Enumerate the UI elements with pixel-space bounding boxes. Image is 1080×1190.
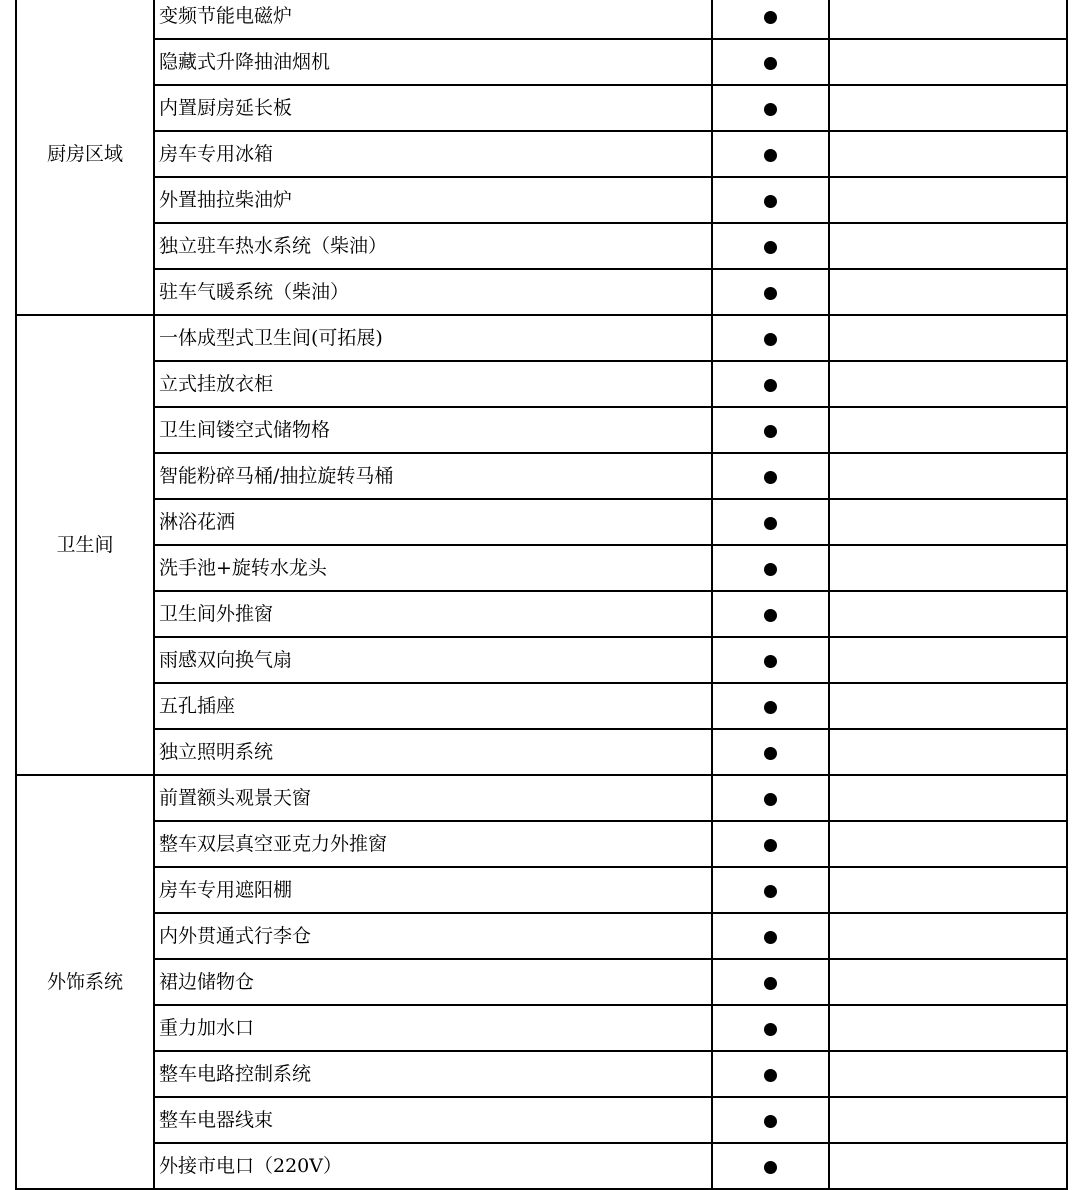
item-name-cell: 整车电路控制系统 (154, 1051, 712, 1097)
table-row (16, 1005, 1067, 1051)
standard-mark-cell (712, 867, 829, 913)
filled-dot-icon (764, 57, 777, 70)
table-row (16, 775, 1067, 821)
table-row (16, 591, 1067, 637)
table-row (16, 0, 1067, 39)
filled-dot-icon (764, 1161, 777, 1174)
standard-mark-cell (712, 959, 829, 1005)
table-row (16, 177, 1067, 223)
item-name-cell: 立式挂放衣柜 (154, 361, 712, 407)
note-cell (829, 1143, 1067, 1189)
standard-mark-cell (712, 1005, 829, 1051)
item-name-cell: 一体成型式卫生间(可拓展) (154, 315, 712, 361)
note-cell (829, 499, 1067, 545)
category-cell: 外饰系统 (16, 775, 154, 1189)
item-name-cell: 裙边储物仓 (154, 959, 712, 1005)
filled-dot-icon (764, 103, 777, 116)
table-row (16, 361, 1067, 407)
category-cell: 厨房区域 (16, 0, 154, 315)
standard-mark-cell (712, 499, 829, 545)
standard-mark-cell (712, 131, 829, 177)
item-name-cell: 变频节能电磁炉 (154, 0, 712, 39)
note-cell (829, 269, 1067, 315)
note-cell (829, 361, 1067, 407)
standard-mark-cell (712, 0, 829, 39)
standard-mark-cell (712, 545, 829, 591)
note-cell (829, 683, 1067, 729)
filled-dot-icon (764, 977, 777, 990)
standard-mark-cell (712, 637, 829, 683)
item-name-cell: 内置厨房延长板 (154, 85, 712, 131)
item-name-cell: 雨感双向换气扇 (154, 637, 712, 683)
note-cell (829, 591, 1067, 637)
filled-dot-icon (764, 1023, 777, 1036)
note-cell (829, 177, 1067, 223)
filled-dot-icon (764, 195, 777, 208)
filled-dot-icon (764, 11, 777, 24)
standard-mark-cell (712, 913, 829, 959)
table-row (16, 131, 1067, 177)
standard-mark-cell (712, 315, 829, 361)
note-cell (829, 959, 1067, 1005)
table-row (16, 913, 1067, 959)
table-row (16, 729, 1067, 775)
note-cell (829, 821, 1067, 867)
standard-mark-cell (712, 269, 829, 315)
table-row (16, 315, 1067, 361)
standard-mark-cell (712, 591, 829, 637)
item-name-cell: 重力加水口 (154, 1005, 712, 1051)
filled-dot-icon (764, 287, 777, 300)
standard-mark-cell (712, 177, 829, 223)
item-name-cell: 智能粉碎马桶/抽拉旋转马桶 (154, 453, 712, 499)
note-cell (829, 39, 1067, 85)
item-name-cell: 前置额头观景天窗 (154, 775, 712, 821)
item-name-cell: 独立照明系统 (154, 729, 712, 775)
table-row (16, 453, 1067, 499)
note-cell (829, 729, 1067, 775)
filled-dot-icon (764, 471, 777, 484)
spec-table (15, 0, 1068, 1190)
item-name-cell: 房车专用冰箱 (154, 131, 712, 177)
table-row (16, 545, 1067, 591)
table-row (16, 683, 1067, 729)
table-row (16, 223, 1067, 269)
category-cell: 卫生间 (16, 315, 154, 775)
filled-dot-icon (764, 609, 777, 622)
filled-dot-icon (764, 517, 777, 530)
item-name-cell: 外接市电口（220V） (154, 1143, 712, 1189)
standard-mark-cell (712, 407, 829, 453)
filled-dot-icon (764, 931, 777, 944)
item-name-cell: 内外贯通式行李仓 (154, 913, 712, 959)
table-row (16, 1051, 1067, 1097)
item-name-cell: 外置抽拉柴油炉 (154, 177, 712, 223)
filled-dot-icon (764, 839, 777, 852)
table-row (16, 867, 1067, 913)
item-name-cell: 卫生间镂空式储物格 (154, 407, 712, 453)
filled-dot-icon (764, 1069, 777, 1082)
table-row (16, 39, 1067, 85)
item-name-cell: 洗手池+旋转水龙头 (154, 545, 712, 591)
filled-dot-icon (764, 793, 777, 806)
filled-dot-icon (764, 701, 777, 714)
note-cell (829, 775, 1067, 821)
filled-dot-icon (764, 149, 777, 162)
item-name-cell: 驻车气暖系统（柴油） (154, 269, 712, 315)
standard-mark-cell (712, 85, 829, 131)
standard-mark-cell (712, 1051, 829, 1097)
standard-mark-cell (712, 821, 829, 867)
item-name-cell: 五孔插座 (154, 683, 712, 729)
table-row (16, 1097, 1067, 1143)
note-cell (829, 1005, 1067, 1051)
standard-mark-cell (712, 223, 829, 269)
filled-dot-icon (764, 563, 777, 576)
note-cell (829, 867, 1067, 913)
item-name-cell: 淋浴花洒 (154, 499, 712, 545)
filled-dot-icon (764, 333, 777, 346)
note-cell (829, 223, 1067, 269)
standard-mark-cell (712, 729, 829, 775)
standard-mark-cell (712, 361, 829, 407)
note-cell (829, 0, 1067, 39)
note-cell (829, 453, 1067, 499)
standard-mark-cell (712, 1143, 829, 1189)
note-cell (829, 1097, 1067, 1143)
table-row (16, 959, 1067, 1005)
table-row (16, 821, 1067, 867)
table-row (16, 1143, 1067, 1189)
table-row (16, 637, 1067, 683)
table-row (16, 407, 1067, 453)
standard-mark-cell (712, 453, 829, 499)
item-name-cell: 卫生间外推窗 (154, 591, 712, 637)
note-cell (829, 131, 1067, 177)
standard-mark-cell (712, 683, 829, 729)
standard-mark-cell (712, 1097, 829, 1143)
spec-table-body (16, 0, 1067, 1189)
standard-mark-cell (712, 775, 829, 821)
filled-dot-icon (764, 379, 777, 392)
note-cell (829, 913, 1067, 959)
item-name-cell: 整车双层真空亚克力外推窗 (154, 821, 712, 867)
item-name-cell: 独立驻车热水系统（柴油） (154, 223, 712, 269)
table-row (16, 269, 1067, 315)
note-cell (829, 1051, 1067, 1097)
note-cell (829, 637, 1067, 683)
filled-dot-icon (764, 1115, 777, 1128)
note-cell (829, 315, 1067, 361)
filled-dot-icon (764, 655, 777, 668)
table-row (16, 499, 1067, 545)
filled-dot-icon (764, 747, 777, 760)
item-name-cell: 房车专用遮阳棚 (154, 867, 712, 913)
note-cell (829, 545, 1067, 591)
filled-dot-icon (764, 885, 777, 898)
filled-dot-icon (764, 425, 777, 438)
table-row (16, 85, 1067, 131)
filled-dot-icon (764, 241, 777, 254)
item-name-cell: 隐藏式升降抽油烟机 (154, 39, 712, 85)
item-name-cell: 整车电器线束 (154, 1097, 712, 1143)
note-cell (829, 407, 1067, 453)
note-cell (829, 85, 1067, 131)
standard-mark-cell (712, 39, 829, 85)
